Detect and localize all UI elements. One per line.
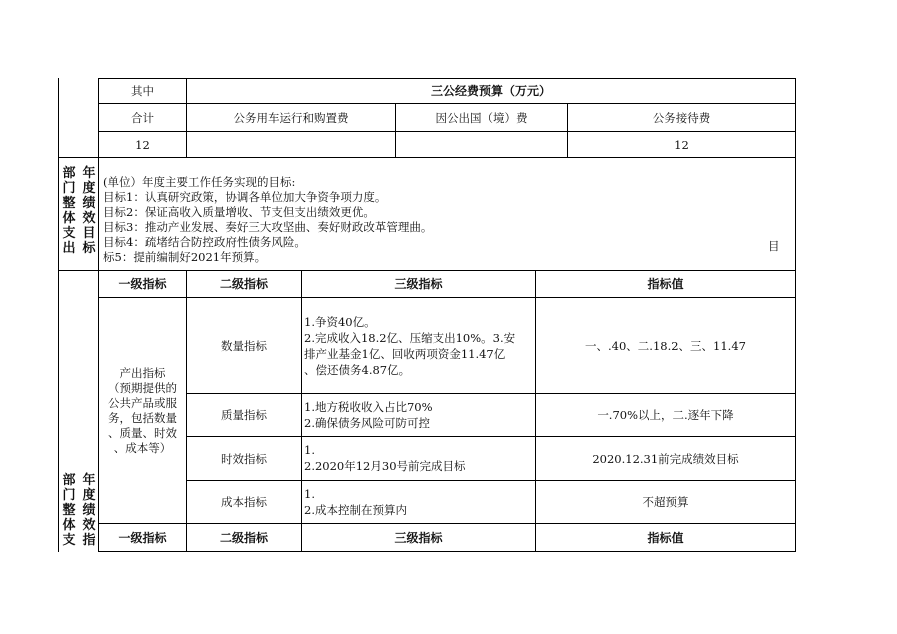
footer-header-level1: 一级指标: [118, 530, 167, 545]
level1-line: 产出指标: [119, 365, 166, 380]
goals-side-char: 效: [82, 211, 96, 226]
val-car: [187, 132, 395, 157]
level3-line: 2.2020年12月30号前完成目标: [304, 459, 466, 473]
indicators-side-label: [60, 473, 98, 548]
level2-timeliness: 时效指标: [221, 451, 267, 466]
ind-side-char: 绩: [82, 503, 96, 518]
col-car: 公务用车运行和购置费: [233, 110, 349, 125]
col-reception: 公务接待费: [652, 110, 711, 125]
goals-side-char: 年: [82, 166, 96, 181]
level3-cost: [304, 486, 534, 518]
goal-item: 目标3：推动产业发展、奏好三大攻坚曲、奏好财政改革管理曲。: [103, 220, 433, 234]
value-quantity: 一、.40、二.18.2、三、11.47: [585, 338, 746, 353]
ind-side-char: 整: [62, 503, 76, 518]
header-level3: 三级指标: [394, 277, 443, 291]
ind-side-char: 门: [62, 488, 76, 503]
level1-line: 、成本等）: [113, 440, 172, 455]
level3-quantity: [304, 314, 534, 378]
level3-line: 2.完成收入18.2亿、压缩支出10%。3.安: [304, 331, 516, 345]
level3-line: 2.成本控制在预算内: [304, 503, 407, 517]
level2-cost: 成本指标: [221, 495, 267, 509]
header-level2: 二级指标: [219, 277, 268, 291]
level1-output-indicator: [99, 298, 186, 523]
goals-side-label: [60, 166, 98, 256]
level2-quality: 质量指标: [221, 408, 267, 422]
col-abroad: 因公出国（境）费: [435, 110, 528, 125]
val-abroad: [396, 132, 567, 157]
level1-line: 、质量、时效: [108, 425, 177, 440]
goals-text: [103, 175, 783, 265]
value-cost: 不超预算: [642, 495, 689, 509]
goal-item: 目标4：疏堵结合防控政府性债务风险。: [103, 235, 306, 249]
level1-line: 公共产品或服: [108, 395, 177, 410]
goals-intro: (单位）年度主要工作任务实现的目标:: [103, 175, 296, 189]
goals-side-char: 支: [62, 226, 76, 241]
footer-header-level2: 二级指标: [219, 530, 268, 545]
level2-quantity: 数量指标: [221, 338, 267, 353]
goals-side-char: 部: [62, 166, 76, 181]
level3-line: 2.确保债务风险可防可控: [304, 416, 430, 430]
goal-item: 目标2：保证高收入质量增收、节支但支出绩效更优。: [103, 205, 375, 219]
val-total: 12: [135, 137, 150, 152]
goals-side-char: 出: [62, 241, 76, 256]
goals-side-char: 门: [62, 181, 76, 196]
ind-v-2: [301, 270, 302, 552]
goals-side-char: 绩: [82, 196, 96, 211]
sangong-title: 三公经费预算（万元）: [430, 84, 551, 98]
ind-side-char: 体: [62, 518, 76, 533]
footer-header-level3: 三级指标: [394, 530, 443, 545]
goals-side-char: 体: [62, 211, 76, 226]
header-value: 指标值: [647, 277, 684, 291]
level3-quality: [304, 399, 534, 431]
ind-footer-bottom: [98, 551, 796, 552]
heji-label: 合计: [131, 110, 154, 125]
border-left: [58, 78, 59, 552]
goals-side-char: 度: [82, 181, 96, 196]
val-reception: 12: [674, 137, 689, 152]
ind-side-char: 度: [82, 488, 96, 503]
footer-header-value: 指标值: [647, 530, 684, 545]
goal-item: 目标1：认真研究政策，协调各单位加大争资争项力度。: [103, 190, 387, 204]
level1-line: （预期提供的: [108, 380, 177, 395]
level3-line: 排产业基金1亿、回收两项资金11.47亿: [304, 347, 506, 361]
goals-left-sep: [98, 158, 99, 270]
level3-line: 1.争资40亿。: [304, 315, 376, 329]
level3-timeliness: [304, 442, 534, 474]
value-quality: 一.70%以上，二.逐年下降: [597, 408, 734, 422]
goals-side-char: 整: [62, 196, 76, 211]
level3-line: 、偿还债务4.87亿。: [304, 363, 411, 377]
level1-line: 务，包括数量: [108, 410, 177, 425]
level3-line: 1.: [304, 487, 315, 501]
value-timeliness: 2020.12.31前完成绩效目标: [592, 451, 739, 466]
header-level1: 一级指标: [118, 277, 167, 291]
level3-line: 1.: [304, 443, 315, 457]
ind-side-char: 支: [62, 533, 76, 548]
ind-side-char: 指: [82, 533, 96, 548]
goal-item: 标5：提前编制好2021年预算。: [103, 250, 267, 264]
qizhong-label: 其中: [131, 84, 154, 98]
goals-side-char: 标: [82, 241, 96, 256]
ind-side-char: 部: [62, 473, 76, 488]
goals-stray-char: 目: [768, 239, 780, 253]
ind-side-char: 效: [82, 518, 96, 533]
ind-side-char: 年: [82, 473, 96, 488]
level3-line: 1.地方税收收入占比70%: [304, 400, 433, 414]
goals-side-char: 目: [82, 226, 96, 241]
